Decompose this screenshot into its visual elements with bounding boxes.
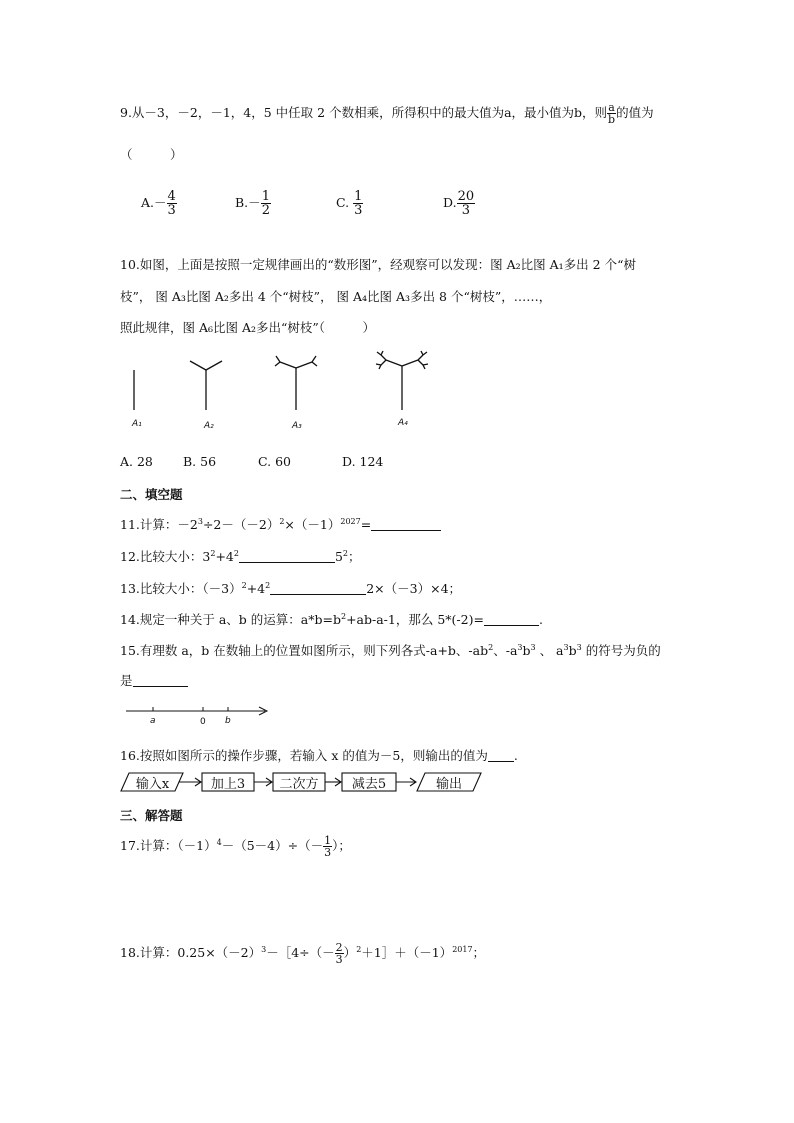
tree-a4	[376, 351, 428, 410]
operation-flowchart	[120, 772, 490, 792]
tree-figures	[120, 350, 440, 435]
section-solve-heading: 三、解答题	[120, 808, 183, 823]
q10-line2: 枝”， 图 A₃比图 A₂多出 4 个“树枝”， 图 A₄比图 A₃多出 8 个“树枝”，……，	[120, 289, 552, 304]
q17: 17.计算：$(-1)^4-(5-4)\div(-$ $\frac{1}{3}$ ）；	[120, 834, 351, 859]
q15-answer-blank[interactable]	[133, 674, 188, 687]
q9-stem: 9.从－3，－2，－1，4，5 中任取 2 个数相乘，所得积中的最大值为a，最小值为b，则 $\frac{a}{b}$ 的值为	[120, 101, 654, 126]
q10-option-a[interactable]: A. 28	[120, 454, 153, 469]
flow-output-label: 输出	[435, 776, 462, 792]
tree-a3	[275, 356, 317, 410]
q11: 11.计算：$-2^3\div 2-(-2)^2\times(-1)^{2027}=$	[120, 515, 441, 533]
q16: 16.按照如图所示的操作步骤，若输入 x 的值为－5，则输出的值为 .	[120, 748, 518, 763]
q15-line2: 是	[120, 671, 188, 689]
flow-add-label: 加上3	[210, 776, 246, 792]
axis-label-zero: 0	[200, 717, 206, 727]
q15-line1: 15.有理数 a，b 在数轴上的位置如图所示，则下列各式-a+b、$-ab^2$、$-a^3b^3$ 、 $a^3b^3$ 的符号为负的	[120, 643, 661, 658]
tree-label-a4: A₄	[398, 418, 408, 428]
q9-option-a[interactable]: A.－ $\frac{4}{3}$	[141, 189, 176, 218]
q10-option-b[interactable]: B. 56	[183, 454, 217, 469]
q12: 12.比较大小：$3^2+4^2$ $5^2$；	[120, 549, 361, 564]
q14: 14.规定一种关于 a、b 的运算：$a*b=b^2+ab-a-1$，那么 5*(-2)= .	[120, 612, 543, 627]
axis-label-a: a	[150, 716, 156, 726]
q14-answer-blank[interactable]	[484, 613, 539, 626]
q10-option-c[interactable]: C. 60	[258, 454, 291, 469]
flow-subtract-label: 减去5	[351, 776, 387, 792]
q13: 13.比较大小：$(-3)^2+4^2$ 2×（－3）×4；	[120, 581, 462, 596]
section-fill-in-heading: 二、填空题	[120, 487, 183, 502]
q16-answer-blank[interactable]	[488, 749, 514, 762]
q9-fraction: $\frac{a}{b}$	[608, 101, 616, 126]
flow-input-label: 输入x	[135, 776, 170, 792]
q10-line1: 10.如图，上面是按照一定规律画出的“数形图”，经观察可以发现：图 A₂比图 A₁多出 2 个“树	[120, 257, 636, 272]
q9-option-c[interactable]: C. $\frac{1}{3}$	[336, 189, 363, 218]
q11-answer-blank[interactable]	[371, 518, 441, 531]
q12-answer-blank[interactable]	[239, 550, 335, 563]
number-line	[120, 702, 275, 728]
flow-square-label: 二次方	[279, 776, 319, 792]
q9-option-d[interactable]: D. $\frac{20}{3}$	[443, 189, 475, 218]
axis-label-b: b	[225, 716, 231, 726]
q13-answer-blank[interactable]	[270, 582, 366, 595]
q10-line3: 照此规律，图 A₆比图 A₂多出“树枝”（ ）	[120, 320, 376, 335]
tree-a2	[190, 361, 222, 410]
tree-label-a2: A₂	[204, 421, 214, 431]
q9-option-b[interactable]: B.－ $\frac{1}{2}$	[235, 189, 270, 218]
q10-option-d[interactable]: D. 124	[342, 454, 384, 469]
tree-label-a3: A₃	[292, 421, 302, 431]
q18: 18.计算：$0.25\times(-2)^3-[4\div(-$ $\frac{2}{3}$ ）$^2+1]+(-1)^{2017}$；	[120, 941, 486, 966]
tree-label-a1: A₁	[132, 419, 142, 429]
q9-answer-paren: （ ）	[120, 147, 183, 162]
